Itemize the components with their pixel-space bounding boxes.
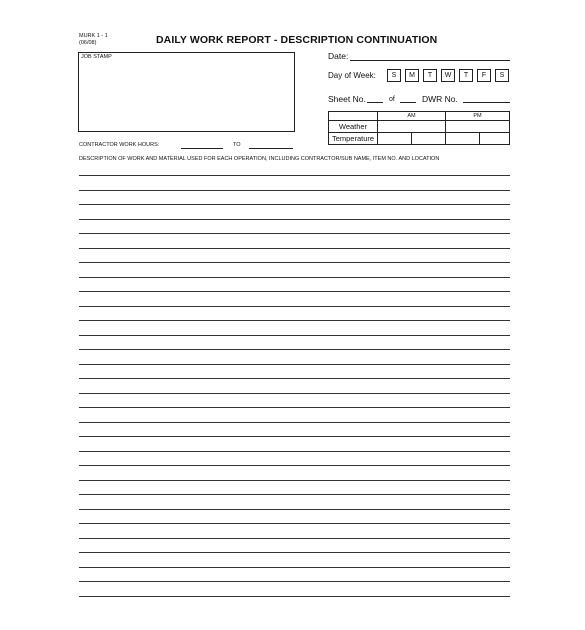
- description-line[interactable]: [79, 552, 510, 553]
- day-box-sunday[interactable]: S: [387, 69, 401, 82]
- weather-row-label: Weather: [329, 121, 378, 133]
- description-line[interactable]: [79, 596, 510, 597]
- pm-header: PM: [446, 112, 510, 121]
- description-line[interactable]: [79, 378, 510, 379]
- description-line[interactable]: [79, 204, 510, 205]
- description-line[interactable]: [79, 291, 510, 292]
- description-line[interactable]: [79, 306, 510, 307]
- description-line[interactable]: [79, 422, 510, 423]
- form-code-number: MURK 1 - 1: [79, 33, 108, 39]
- description-line[interactable]: [79, 190, 510, 191]
- description-line[interactable]: [79, 393, 510, 394]
- description-line[interactable]: [79, 219, 510, 220]
- sheet-no-field[interactable]: [367, 102, 383, 103]
- date-field[interactable]: [350, 60, 510, 61]
- temperature-row-label: Temperature: [329, 133, 378, 145]
- description-line[interactable]: [79, 277, 510, 278]
- weather-pm-cell[interactable]: [446, 121, 510, 133]
- job-stamp-box[interactable]: [78, 52, 295, 132]
- contractor-hours-to-label: TO: [233, 142, 241, 148]
- description-line[interactable]: [79, 233, 510, 234]
- temperature-am-cell-2[interactable]: [412, 133, 446, 145]
- contractor-hours-end-field[interactable]: [249, 148, 293, 149]
- description-line[interactable]: [79, 494, 510, 495]
- weather-table: [328, 111, 510, 145]
- date-label: Date:: [328, 51, 349, 61]
- job-stamp-label: JOB STAMP: [81, 54, 112, 60]
- sheet-no-label: Sheet No.: [328, 94, 366, 104]
- description-line[interactable]: [79, 451, 510, 452]
- description-line[interactable]: [79, 581, 510, 582]
- dwr-no-field[interactable]: [463, 102, 510, 103]
- form-code: [79, 33, 108, 47]
- day-box-saturday[interactable]: S: [495, 69, 509, 82]
- description-line[interactable]: [79, 248, 510, 249]
- day-box-friday[interactable]: F: [477, 69, 491, 82]
- description-line[interactable]: [79, 349, 510, 350]
- description-instruction: DESCRIPTION OF WORK AND MATERIAL USED FOR EACH OPERATION, INCLUDING CONTRACTOR/SUB NAME, ITEM NO. AND LOCATION: [79, 156, 440, 162]
- page-title: DAILY WORK REPORT - DESCRIPTION CONTINUATION: [156, 34, 438, 46]
- description-line[interactable]: [79, 567, 510, 568]
- am-header: AM: [378, 112, 446, 121]
- day-box-wednesday[interactable]: W: [441, 69, 455, 82]
- description-line[interactable]: [79, 538, 510, 539]
- contractor-hours-start-field[interactable]: [181, 148, 223, 149]
- description-line[interactable]: [79, 364, 510, 365]
- weather-row: [329, 121, 510, 133]
- day-box-thursday[interactable]: T: [459, 69, 473, 82]
- contractor-hours-label: CONTRACTOR WORK HOURS:: [79, 142, 160, 148]
- day-of-week-label: Day of Week:: [328, 71, 376, 80]
- description-line[interactable]: [79, 480, 510, 481]
- weather-header-blank: [329, 112, 378, 121]
- weather-header-row: [329, 112, 510, 121]
- description-line[interactable]: [79, 335, 510, 336]
- temperature-pm-cell-2[interactable]: [480, 133, 510, 145]
- description-line[interactable]: [79, 436, 510, 437]
- dwr-no-label: DWR No.: [422, 94, 458, 104]
- description-line[interactable]: [79, 465, 510, 466]
- day-box-monday[interactable]: M: [405, 69, 419, 82]
- description-line[interactable]: [79, 320, 510, 321]
- day-box-tuesday[interactable]: T: [423, 69, 437, 82]
- description-line[interactable]: [79, 262, 510, 263]
- description-line[interactable]: [79, 407, 510, 408]
- weather-am-cell[interactable]: [378, 121, 446, 133]
- temperature-row: [329, 133, 510, 145]
- description-line[interactable]: [79, 175, 510, 176]
- description-line[interactable]: [79, 509, 510, 510]
- temperature-pm-cell-1[interactable]: [446, 133, 480, 145]
- sheet-of-label: of: [389, 96, 395, 103]
- sheet-total-field[interactable]: [400, 102, 416, 103]
- description-line[interactable]: [79, 523, 510, 524]
- form-code-date: (06/08): [79, 40, 97, 46]
- temperature-am-cell-1[interactable]: [378, 133, 412, 145]
